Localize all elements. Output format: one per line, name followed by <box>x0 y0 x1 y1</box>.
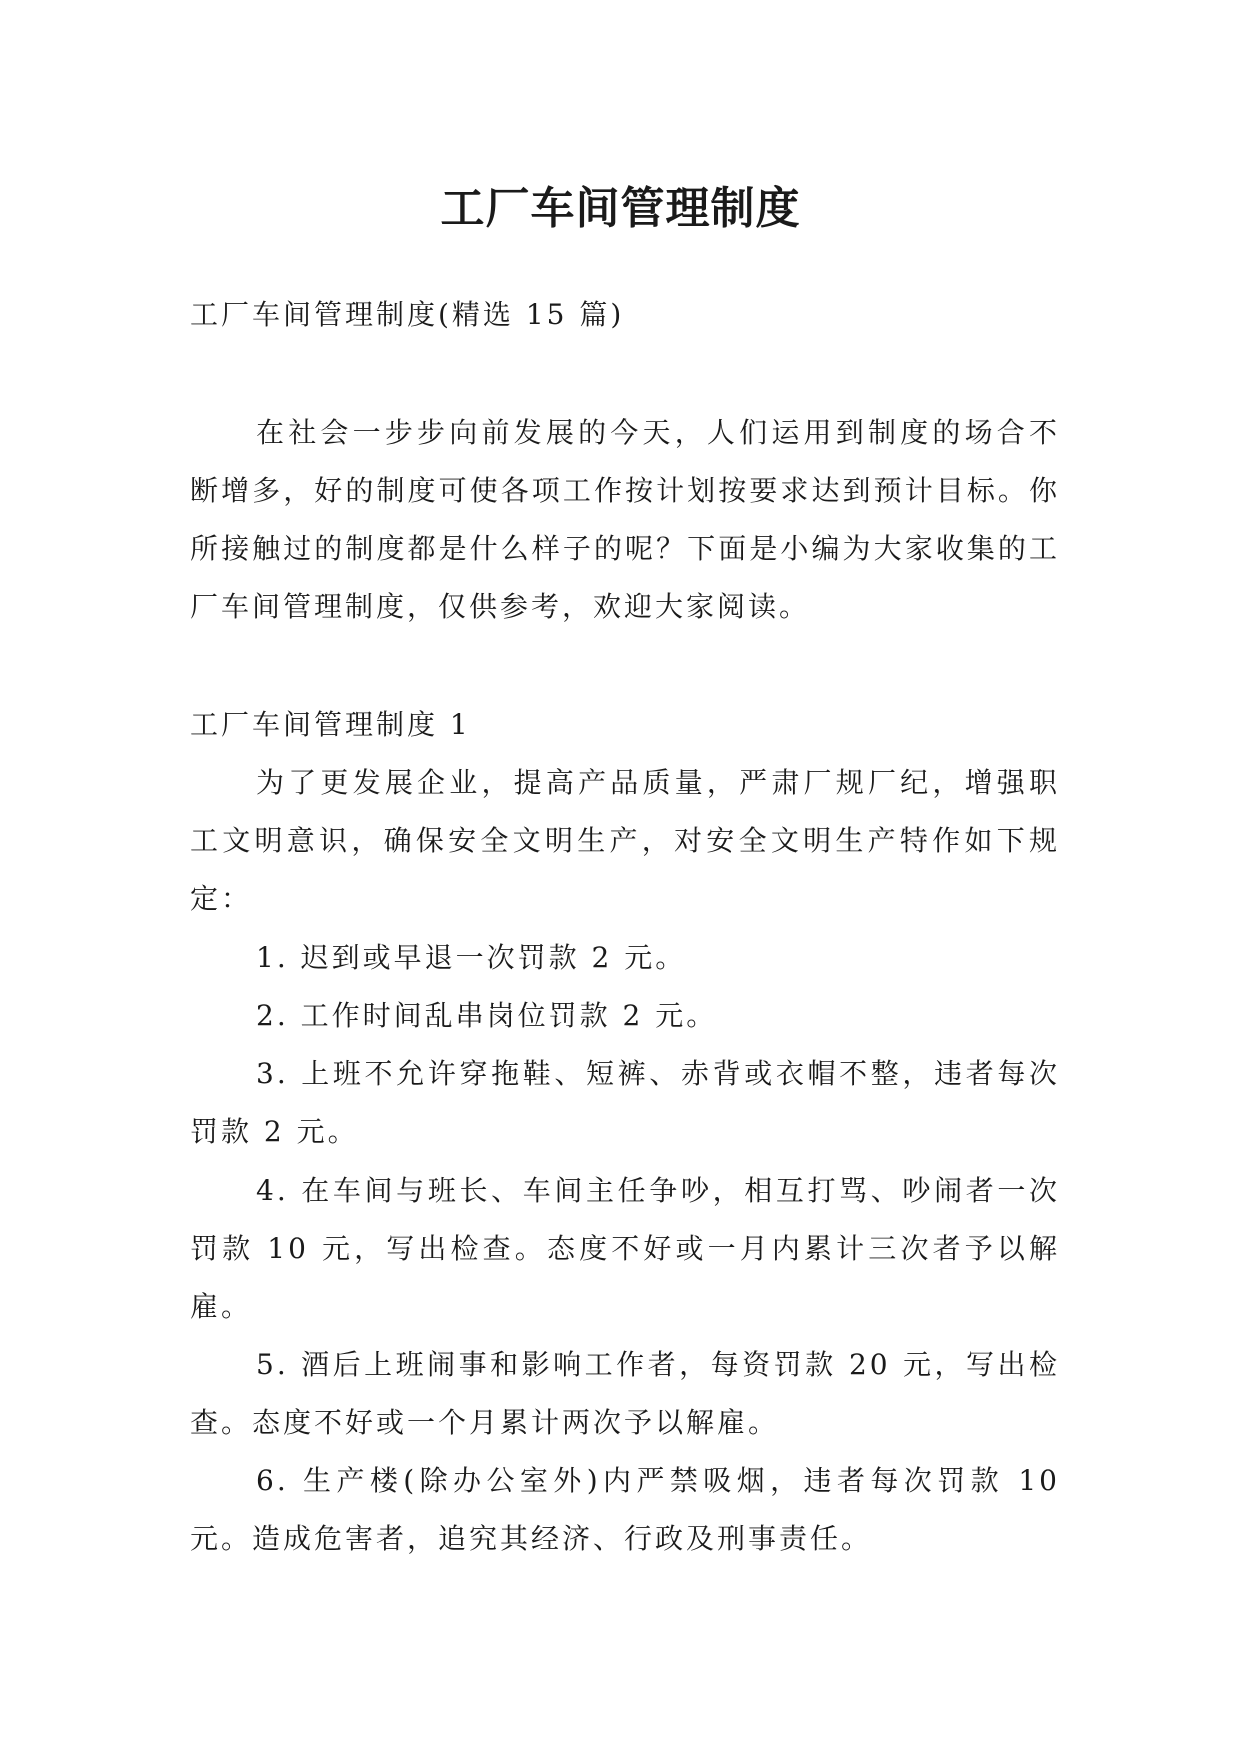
intro-paragraph: 在社会一步步向前发展的今天，人们运用到制度的场合不断增多，好的制度可使各项工作按计划按要求达到预计目标。你所接触过的制度都是什么样子的呢？下面是小编为大家收集的工厂车间管理制度，仅供参考，欢迎大家阅读。 <box>190 416 1060 623</box>
rule-item-1: 1. 迟到或早退一次罚款 2 元。 <box>256 941 687 974</box>
rule-item-2: 2. 工作时间乱串岗位罚款 2 元。 <box>256 999 718 1032</box>
section-paragraph: 为了更发展企业，提高产品质量，严肃厂规厂纪，增强职工文明意识，确保安全文明生产，对安全文明生产特作如下规定： <box>190 766 1060 915</box>
document-title: 工厂车间管理制度 <box>440 183 801 235</box>
rule-item-4: 4. 在车间与班长、车间主任争吵，相互打骂、吵闹者一次罚款 10 元，写出检查。态度不好或一月内累计三次者予以解雇。 <box>190 1174 1060 1323</box>
rule-item-3: 3. 上班不允许穿拖鞋、短裤、赤背或衣帽不整，违者每次罚款 2 元。 <box>190 1057 1060 1148</box>
rule-item-5: 5. 酒后上班闹事和影响工作者，每资罚款 20 元，写出检查。态度不好或一个月累计两次予以解雇。 <box>190 1348 1060 1439</box>
section-heading: 工厂车间管理制度 1 <box>190 708 471 741</box>
document-subtitle: 工厂车间管理制度(精选 15 篇) <box>190 298 625 331</box>
rule-item-6: 6. 生产楼(除办公室外)内严禁吸烟，违者每次罚款 10 元。造成危害者，追究其经济、行政及刑事责任。 <box>190 1464 1060 1555</box>
